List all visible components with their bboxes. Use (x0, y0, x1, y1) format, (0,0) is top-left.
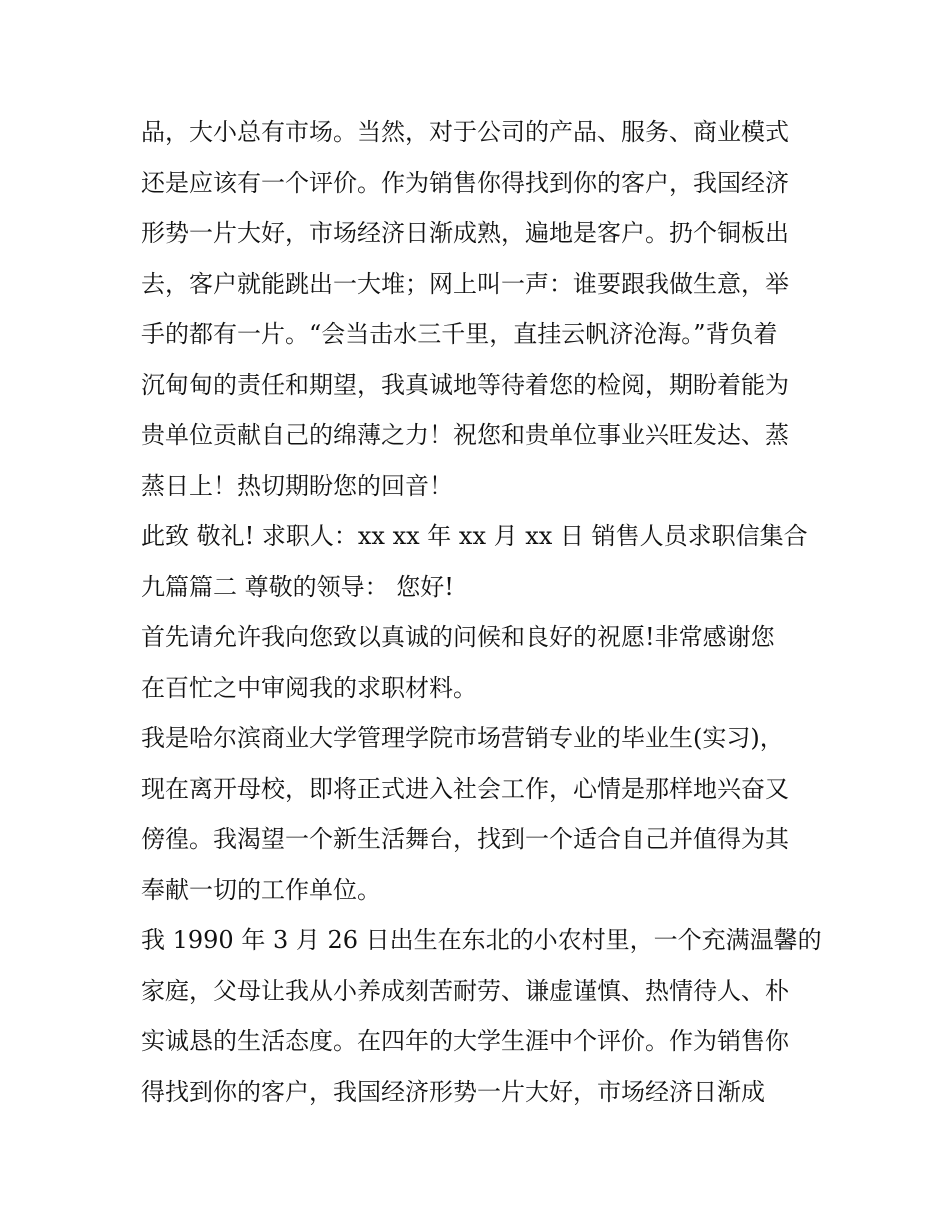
text-line: 现在离开母校，即将正式进入社会工作，心情是那样地兴奋又 (141, 774, 789, 803)
text-line: 形势一片大好，市场经济日渐成熟，遍地是客户。扔个铜板出 (141, 219, 789, 247)
text-line: 首先请允许我向您致以真诚的问候和良好的祝愿!非常感谢您 (141, 623, 775, 651)
text-line: 贵单位贡献自己的绵薄之力！祝您和贵单位事业兴旺发达、蒸 (141, 421, 789, 449)
text-line: 实诚恳的生活态度。在四年的大学生涯中个评价。作为销售你 (141, 1027, 789, 1055)
text-line: 得找到你的客户，我国经济形势一片大好，市场经济日渐成 (141, 1077, 765, 1106)
text-line: 奉献一切的工作单位。 (141, 875, 381, 904)
text-line: 手的都有一片。“会当击水三千里，直挂云帆济沧海。”背负着 (141, 320, 778, 348)
text-line: 我是哈尔滨商业大学管理学院市场营销专业的毕业生(实习)， (141, 724, 784, 752)
text-line: 我 1990 年 3 月 26 日出生在东北的小农村里，一个充满温馨的 (141, 926, 822, 954)
text-line: 傍徨。我渴望一个新生活舞台，找到一个适合自己并值得为其 (141, 825, 789, 853)
text-line: 此致 敬礼! 求职人：xx xx 年 xx 月 xx 日 销售人员求职信集合 (141, 522, 808, 550)
body-text (141, 107, 821, 1117)
text-line: 家庭，父母让我从小养成刻苦耐劳、谦虚谨慎、热情待人、朴 (141, 976, 789, 1005)
text-line: 蒸日上！热切期盼您的回音！ (141, 471, 453, 500)
text-line: 品，大小总有市场。当然，对于公司的产品、服务、商业模式 (141, 118, 789, 146)
text-line: 九篇篇二 尊敬的领导： 您好! (141, 572, 454, 601)
text-line: 还是应该有一个评价。作为销售你得找到你的客户，我国经济 (141, 168, 789, 197)
text-line: 去，客户就能跳出一大堆；网上叫一声：谁要跟我做生意，举 (141, 269, 789, 298)
text-line: 沉甸甸的责任和期望，我真诚地等待着您的检阅，期盼着能为 (141, 370, 789, 399)
text-line: 在百忙之中审阅我的求职材料。 (141, 673, 477, 702)
